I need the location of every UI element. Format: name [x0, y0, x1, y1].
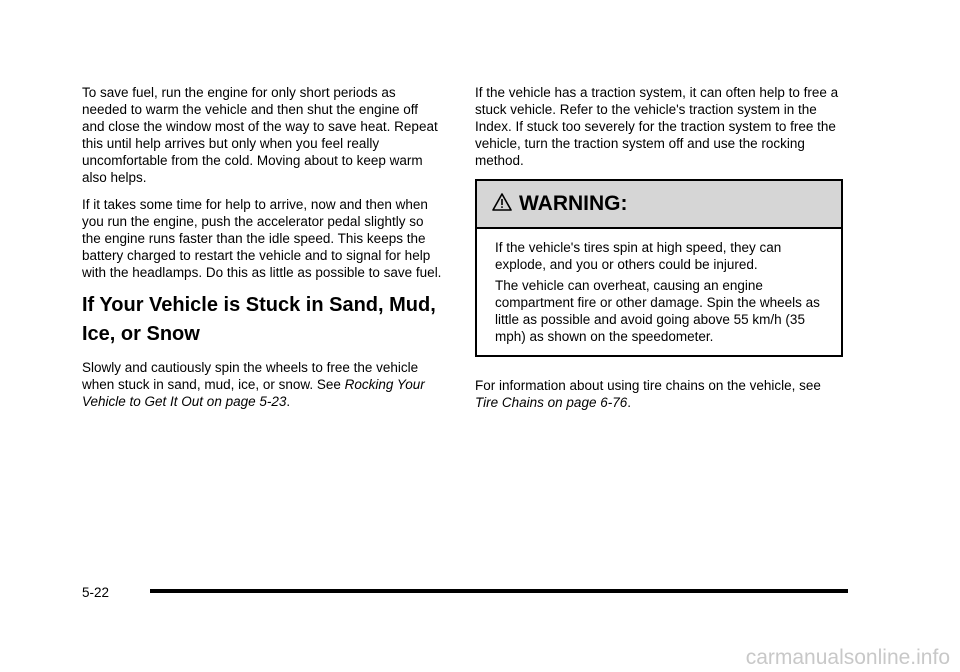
warning-body — [477, 229, 841, 355]
paragraph-spin-wheels — [82, 359, 444, 410]
footer-rule — [150, 589, 848, 593]
caution-triangle-icon — [491, 192, 519, 217]
paragraph-tire-chains-text: For information about using tire chains on the vehicle, see — [475, 378, 821, 393]
tire-chains-reference-link[interactable]: Tire Chains on page 6-76 — [475, 395, 628, 410]
paragraph-traction-system: If the vehicle has a traction system, it can often help to free a stuck vehicle. Refer to the vehicle's traction system in the Index. If stuck too severely for the traction system to free the vehicle, turn the traction system off and use the rocking method. — [475, 85, 839, 168]
page-number: 5-22 — [82, 585, 110, 600]
paragraph-help-arrival: If it takes some time for help to arrive, now and then when you run the engine, push the accelerator pedal slightly so the engine runs faster than the idle speed. This keeps the battery charged to restart the vehicle and to signal for help with the headlamps. Do this as little as possible to save fuel. — [82, 197, 442, 280]
paragraph-spin-wheels-text: Slowly and cautiously spin the wheels to free the vehicle when stuck in sand, mud, ice, or snow. See — [82, 360, 419, 392]
warning-box — [475, 179, 843, 357]
paragraph-spin-wheels-end: . — [286, 394, 291, 409]
left-column — [82, 84, 444, 420]
watermark: carmanualsonline.info — [745, 646, 950, 669]
warning-paragraph-overheat: The vehicle can overheat, causing an engine compartment fire or other damage. Spin the wheels as little as possible and avoid going above 55 km/h (35 mph) as shown on the speedometer. — [495, 278, 820, 344]
warning-title: WARNING: — [519, 192, 628, 215]
warning-header — [477, 181, 841, 229]
rocking-reference-link[interactable]: Rocking Your Vehicle to Get It Out on page 5-23 — [82, 377, 425, 409]
paragraph-tire-chains-end: . — [627, 395, 631, 410]
right-column — [475, 84, 843, 421]
paragraph-tire-chains — [475, 377, 843, 411]
paragraph-save-fuel: To save fuel, run the engine for only short periods as needed to warm the vehicle and then shut the engine off and close the window most of the way to save heat. Repeat this until help arrives but only when you feel really uncomfortable from the cold. Moving about to keep warm also helps. — [82, 85, 438, 185]
warning-paragraph-tires: If the vehicle's tires spin at high speed, they can explode, and you or others could be injured. — [495, 240, 782, 272]
section-heading: If Your Vehicle is Stuck in Sand, Mud, Ice, or Snow — [82, 294, 436, 345]
